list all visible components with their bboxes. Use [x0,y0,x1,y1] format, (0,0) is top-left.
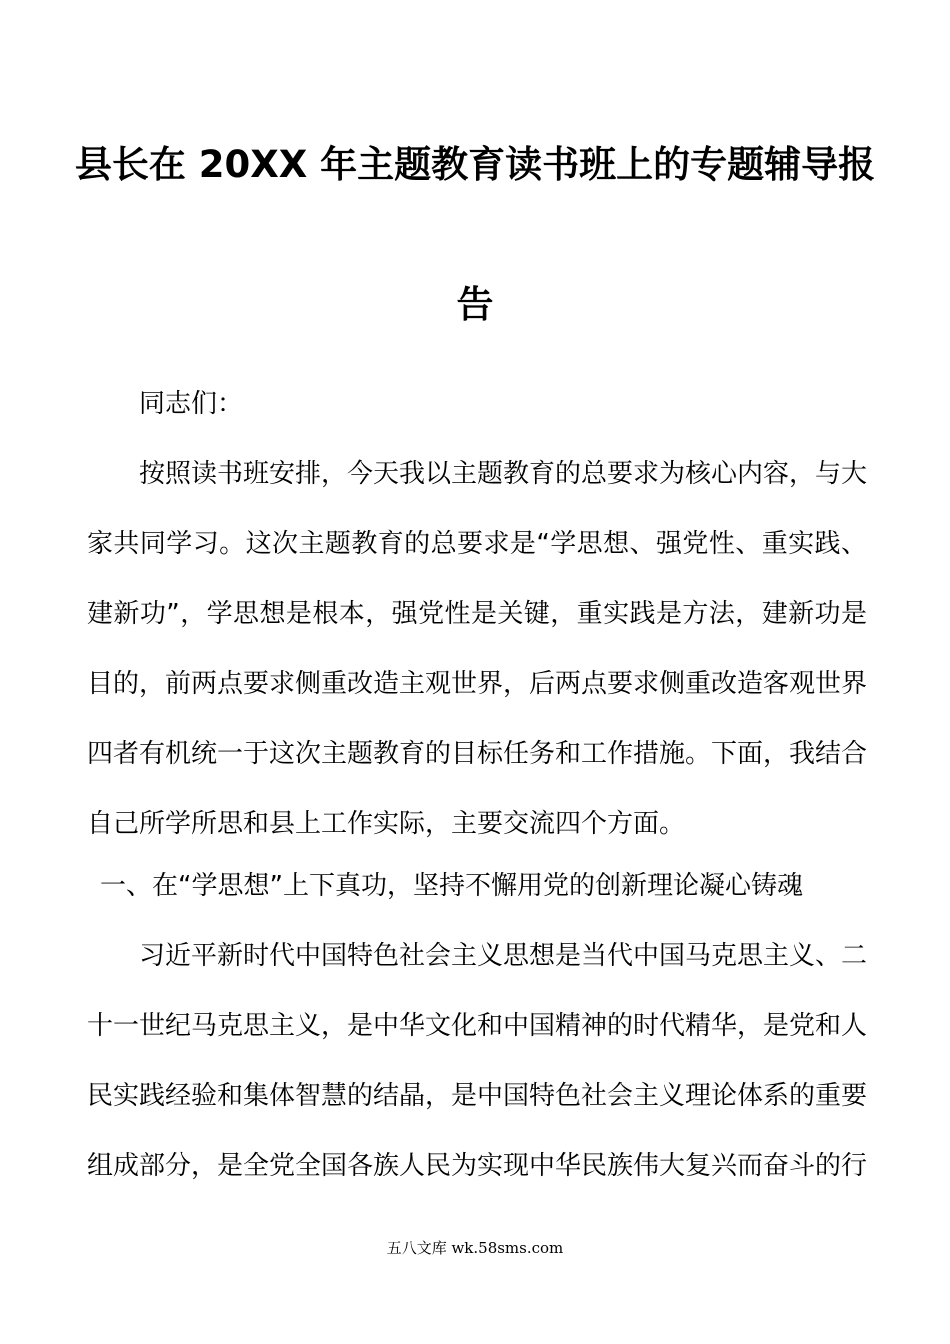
paragraph-intro: 按照读书班安排，今天我以主题教育的总要求为核心内容，与大家共同学习。这次主题教育的总要求是“学思想、强党性、重实践、建新功”，学思想是根本，强党性是关键，重实践是方法，建新功是目的，前两点要求侧重改造主观世界，后两点要求侧重改造客观世界四者有机统一于这次主题教育的目标任务和工作措施。下面，我结合自己所学所思和县上工作实际，主要交流四个方面。 [87,459,868,839]
paragraph-section-1: 习近平新时代中国特色社会主义思想是当代中国马克思主义、二十一世纪马克思主义，是中华文化和中国精神的时代精华，是党和人民实践经验和集体智慧的结晶，是中国特色社会主义理论体系的重要组成部分，是全党全国各族人民为实现中华民族伟大复兴而奋斗的行 [87,941,868,1181]
document-title-line-2: 告 [456,283,494,326]
document-title-line-1: 县长在 20XX 年主题教育读书班上的专题辅导报 [74,143,876,186]
footer-watermark: 五八文库 wk.58sms.com [386,1239,564,1257]
section-heading-1: 一、在“学思想”上下真功，坚持不懈用党的创新理论凝心铸魂 [100,871,803,901]
greeting: 同志们： [139,389,244,419]
